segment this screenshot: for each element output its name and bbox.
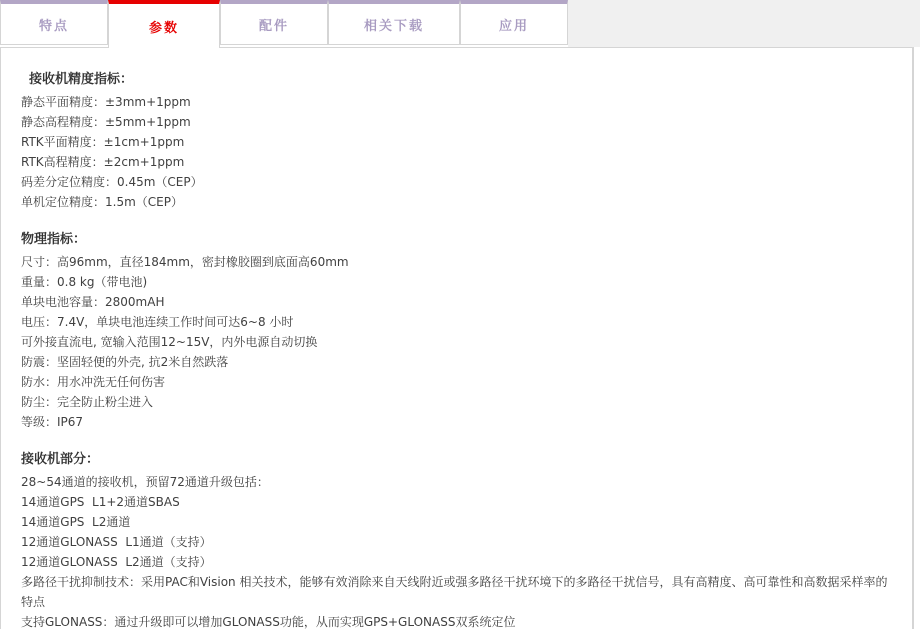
tab-bar-filler — [568, 0, 920, 46]
spec-line: 多路径干扰抑制技术：采用PAC和Vision 相关技术，能够有效消除来自天线附近或强多路径干扰环境下的多路径干扰信号，具有高精度、高可靠性和高数据采样率的特点 — [21, 575, 888, 609]
spec-line: 单机定位精度：1.5m（CEP） — [21, 195, 183, 209]
spec-line: 12通道GLONASS L1通道（支持） — [21, 535, 212, 549]
tab-accessories-label: 配件 — [258, 18, 289, 34]
spec-line: 重量：0.8 kg（带电池) — [21, 275, 148, 289]
spec-line: 防震：坚固轻便的外壳, 抗2米自然跌落 — [21, 355, 229, 369]
section-heading: 接收机部分： — [21, 452, 100, 467]
tab-parameters[interactable] — [108, 0, 220, 48]
spec-line: 支持GLONASS：通过升级即可以增加GLONASS功能，从而实现GPS+GLONASS双系统定位 — [21, 615, 516, 629]
spec-line: 电压：7.4V，单块电池连续工作时间可达6~8 小时 — [21, 315, 294, 329]
spec-line: 防尘：完全防止粉尘进入 — [21, 395, 154, 409]
spec-line: 防水：用水冲洗无任何伤害 — [21, 375, 166, 389]
section-receiver-part — [21, 450, 896, 629]
tab-list — [0, 0, 568, 47]
tab-accessories[interactable] — [220, 0, 328, 45]
spec-line: 14通道GPS L1+2通道SBAS — [21, 495, 180, 509]
tab-applications-label: 应用 — [498, 18, 529, 34]
section-receiver-precision — [21, 70, 896, 212]
spec-line: RTK平面精度：±1cm+1ppm — [21, 135, 185, 149]
spec-line: 28~54通道的接收机，预留72通道升级包括： — [21, 475, 269, 489]
tab-parameters-label: 参数 — [148, 20, 179, 36]
spec-line: 静态高程精度：±5mm+1ppm — [21, 115, 191, 129]
spec-line: 尺寸：高96mm，直径184mm，密封橡胶圈到底面高60mm — [21, 255, 349, 269]
spec-line: 14通道GPS L2通道 — [21, 515, 131, 529]
tab-downloads-label: 相关下载 — [363, 18, 424, 34]
tab-downloads[interactable] — [328, 0, 460, 45]
spec-line: RTK高程精度：±2cm+1ppm — [21, 155, 185, 169]
section-heading: 接收机精度指标： — [29, 72, 134, 87]
section-heading: 物理指标： — [21, 232, 87, 247]
spec-line: 码差分定位精度：0.45m（CEP） — [21, 175, 203, 189]
tab-features[interactable] — [0, 0, 108, 45]
spec-line: 等级：IP67 — [21, 415, 84, 429]
tab-content-parameters — [0, 47, 914, 629]
spec-line: 单块电池容量：2800mAH — [21, 295, 165, 309]
tab-features-label: 特点 — [38, 18, 69, 34]
spec-line: 静态平面精度：±3mm+1ppm — [21, 95, 191, 109]
section-physical-specs — [21, 230, 896, 432]
spec-line: 12通道GLONASS L2通道（支持） — [21, 555, 212, 569]
tab-applications[interactable] — [460, 0, 568, 45]
tab-bar — [0, 0, 920, 47]
spec-line: 可外接直流电, 宽输入范围12~15V，内外电源自动切换 — [21, 335, 318, 349]
